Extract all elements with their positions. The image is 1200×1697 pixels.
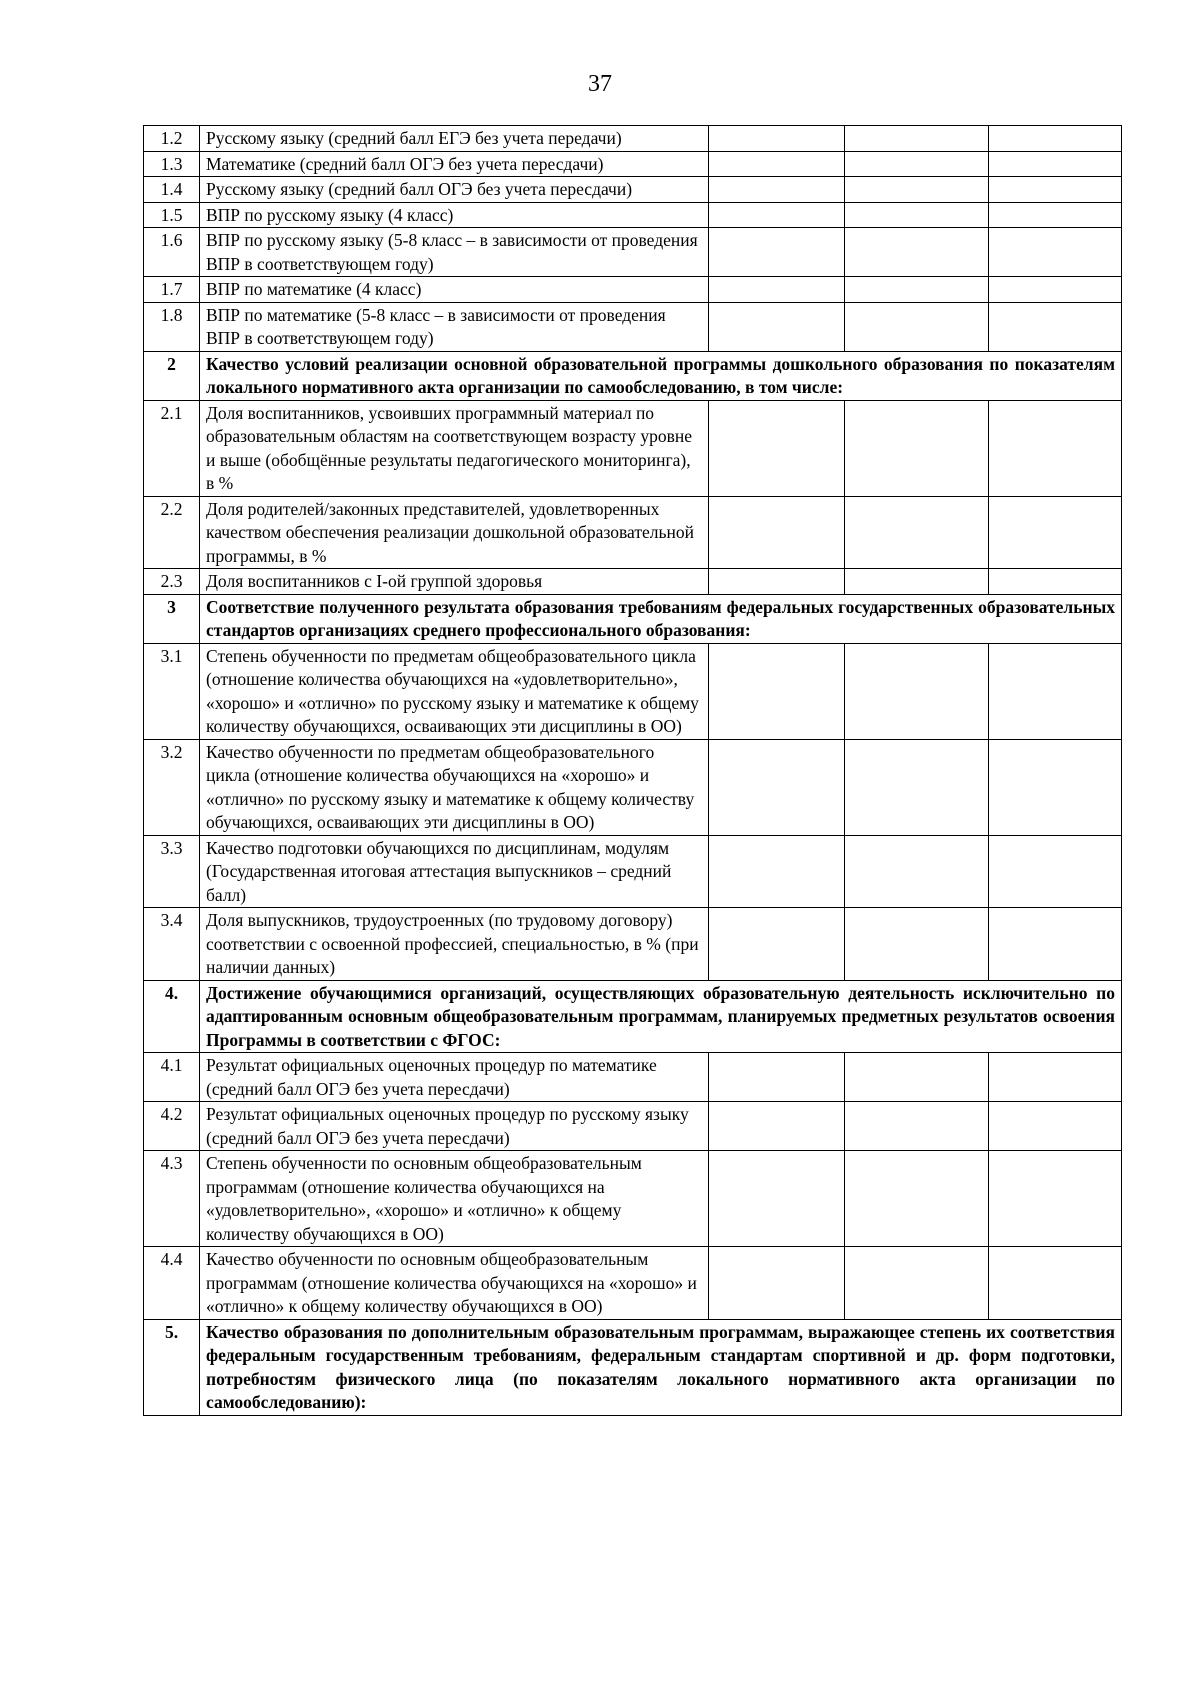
value-cell	[709, 908, 845, 981]
row-number: 1.8	[144, 302, 200, 351]
indicator-text: ВПР по математике (5-8 класс – в зависимости от проведения ВПР в соответствующем году)	[200, 302, 709, 351]
value-cell	[845, 202, 989, 228]
table-row	[144, 228, 1122, 277]
indicators-table	[143, 125, 1122, 1416]
value-cell	[989, 126, 1122, 152]
row-number: 5.	[144, 1319, 200, 1415]
value-cell	[845, 151, 989, 177]
table-row	[144, 569, 1122, 595]
indicator-text: Русскому языку (средний балл ЕГЭ без учета передачи)	[200, 126, 709, 152]
value-cell	[989, 835, 1122, 908]
value-cell	[709, 202, 845, 228]
row-number: 3.1	[144, 643, 200, 739]
table-row	[144, 177, 1122, 203]
table-row	[144, 400, 1122, 496]
value-cell	[845, 835, 989, 908]
value-cell	[989, 202, 1122, 228]
table-row	[144, 908, 1122, 981]
section-row	[144, 594, 1122, 643]
table-row	[144, 1247, 1122, 1320]
indicator-text: Качество обученности по основным общеобразовательным программам (отношение количества обучающихся на «хорошо» и «отлично» к общему количеству обучающихся в ОО)	[200, 1247, 709, 1320]
table-row	[144, 1151, 1122, 1247]
table-row	[144, 302, 1122, 351]
row-number: 3.4	[144, 908, 200, 981]
value-cell	[709, 569, 845, 595]
value-cell	[989, 1151, 1122, 1247]
indicator-text: Доля воспитанников, усвоивших программный материал по образовательным областям на соответствующем возрасту уровне и выше (обобщённые результаты педагогического мониторинга), в %	[200, 400, 709, 496]
value-cell	[845, 126, 989, 152]
row-number: 1.7	[144, 277, 200, 303]
value-cell	[709, 739, 845, 835]
value-cell	[989, 569, 1122, 595]
table-row	[144, 202, 1122, 228]
value-cell	[989, 1053, 1122, 1102]
value-cell	[845, 1102, 989, 1151]
indicator-text: Русскому языку (средний балл ОГЭ без учета пересдачи)	[200, 177, 709, 203]
row-number: 3.3	[144, 835, 200, 908]
row-number: 4.2	[144, 1102, 200, 1151]
table-row	[144, 277, 1122, 303]
page-number: 37	[588, 71, 612, 97]
row-number: 4.4	[144, 1247, 200, 1320]
indicator-text: Математике (средний балл ОГЭ без учета пересдачи)	[200, 151, 709, 177]
table-row	[144, 496, 1122, 569]
section-row	[144, 351, 1122, 400]
row-number: 4.3	[144, 1151, 200, 1247]
value-cell	[845, 1053, 989, 1102]
value-cell	[709, 496, 845, 569]
value-cell	[845, 277, 989, 303]
section-title: Качество условий реализации основной образовательной программы дошкольного образования по показателям локального нормативного акта организации по самообследованию, в том числе:	[200, 351, 1122, 400]
value-cell	[845, 496, 989, 569]
value-cell	[989, 400, 1122, 496]
table-row	[144, 1102, 1122, 1151]
row-number: 2.2	[144, 496, 200, 569]
table-row	[144, 1053, 1122, 1102]
value-cell	[989, 496, 1122, 569]
row-number: 1.3	[144, 151, 200, 177]
row-number: 3.2	[144, 739, 200, 835]
table-row	[144, 126, 1122, 152]
value-cell	[709, 643, 845, 739]
value-cell	[709, 1151, 845, 1247]
value-cell	[709, 1053, 845, 1102]
value-cell	[989, 302, 1122, 351]
row-number: 1.5	[144, 202, 200, 228]
row-number: 2.3	[144, 569, 200, 595]
table-row	[144, 739, 1122, 835]
table-row	[144, 643, 1122, 739]
value-cell	[845, 1247, 989, 1320]
indicator-text: Результат официальных оценочных процедур по математике (средний балл ОГЭ без учета пересдачи)	[200, 1053, 709, 1102]
table-row	[144, 151, 1122, 177]
value-cell	[845, 908, 989, 981]
row-number: 1.2	[144, 126, 200, 152]
indicator-text: Степень обученности по основным общеобразовательным программам (отношение количества обучающихся на «удовлетворительно», «хорошо» и «отлично» к общему количеству обучающихся в ОО)	[200, 1151, 709, 1247]
value-cell	[845, 1151, 989, 1247]
indicator-text: ВПР по русскому языку (4 класс)	[200, 202, 709, 228]
row-number: 3	[144, 594, 200, 643]
value-cell	[845, 569, 989, 595]
indicator-text: ВПР по математике (4 класс)	[200, 277, 709, 303]
value-cell	[709, 228, 845, 277]
section-row	[144, 1319, 1122, 1415]
value-cell	[709, 277, 845, 303]
value-cell	[989, 277, 1122, 303]
value-cell	[709, 302, 845, 351]
row-number: 1.4	[144, 177, 200, 203]
row-number: 1.6	[144, 228, 200, 277]
indicator-text: Качество обученности по предметам общеобразовательного цикла (отношение количества обучающихся на «хорошо» и «отлично» по русскому языку и математике к общему количеству обучающихся, осваивающих эти дисциплины в ОО)	[200, 739, 709, 835]
row-number: 2.1	[144, 400, 200, 496]
value-cell	[989, 228, 1122, 277]
value-cell	[709, 177, 845, 203]
section-title: Соответствие полученного результата образования требованиям федеральных государственных образовательных стандартов организациях среднего профессионального образования:	[200, 594, 1122, 643]
row-number: 4.	[144, 980, 200, 1053]
value-cell	[709, 1247, 845, 1320]
row-number: 2	[144, 351, 200, 400]
value-cell	[709, 400, 845, 496]
value-cell	[709, 835, 845, 908]
table-row	[144, 835, 1122, 908]
value-cell	[989, 177, 1122, 203]
section-row	[144, 980, 1122, 1053]
value-cell	[989, 1247, 1122, 1320]
value-cell	[989, 739, 1122, 835]
section-title: Качество образования по дополнительным образовательным программам, выражающее степень их соответствия федеральным государственным требованиям, федеральным стандартам спортивной и др. форм подготовки, потребностям физического лица (по показателям локального нормативного акта организации по самообследованию):	[200, 1319, 1122, 1415]
value-cell	[989, 1102, 1122, 1151]
value-cell	[845, 302, 989, 351]
value-cell	[845, 177, 989, 203]
indicator-text: Доля родителей/законных представителей, удовлетворенных качеством обеспечения реализации дошкольной образовательной программы, в %	[200, 496, 709, 569]
value-cell	[845, 739, 989, 835]
indicators-table-body	[144, 126, 1122, 1416]
value-cell	[845, 400, 989, 496]
indicator-text: Качество подготовки обучающихся по дисциплинам, модулям (Государственная итоговая аттестация выпускников – средний балл)	[200, 835, 709, 908]
indicator-text: Результат официальных оценочных процедур по русскому языку (средний балл ОГЭ без учета пересдачи)	[200, 1102, 709, 1151]
value-cell	[989, 643, 1122, 739]
row-number: 4.1	[144, 1053, 200, 1102]
indicator-text: Доля выпускников, трудоустроенных (по трудовому договору) соответствии с освоенной профессией, специальностью, в % (при наличии данных)	[200, 908, 709, 981]
value-cell	[709, 1102, 845, 1151]
value-cell	[709, 151, 845, 177]
value-cell	[989, 908, 1122, 981]
value-cell	[989, 151, 1122, 177]
value-cell	[709, 126, 845, 152]
section-title: Достижение обучающимися организаций, осуществляющих образовательную деятельность исключительно по адаптированным основным общеобразовательным программам, планируемых предметных результатов освоения Программы в соответствии с ФГОС:	[200, 980, 1122, 1053]
indicator-text: Степень обученности по предметам общеобразовательного цикла (отношение количества обучающихся на «удовлетворительно», «хорошо» и «отлично» по русскому языку и математике к общему количеству обучающихся, осваивающих эти дисциплины в ОО)	[200, 643, 709, 739]
indicator-text: Доля воспитанников с I-ой группой здоровья	[200, 569, 709, 595]
value-cell	[845, 643, 989, 739]
value-cell	[845, 228, 989, 277]
indicator-text: ВПР по русскому языку (5-8 класс – в зависимости от проведения ВПР в соответствующем году)	[200, 228, 709, 277]
